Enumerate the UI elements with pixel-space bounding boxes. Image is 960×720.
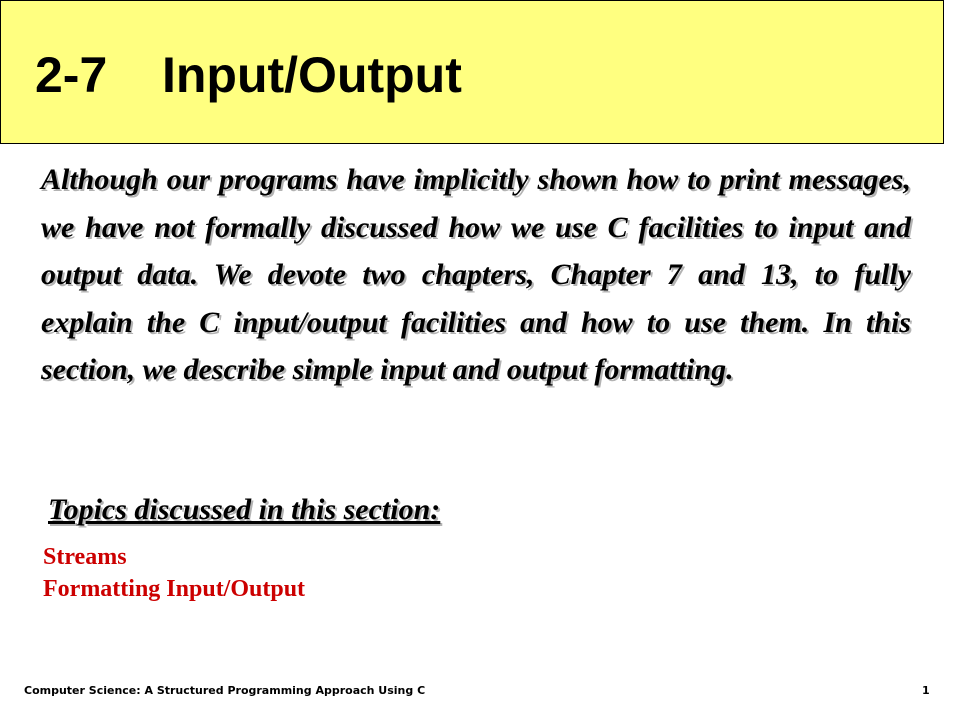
topic-item: Formatting Input/Output — [43, 576, 306, 602]
slide-title — [35, 45, 462, 105]
topic-item: Streams — [43, 544, 127, 570]
title-banner — [0, 0, 944, 144]
topics-list — [43, 541, 305, 605]
footer-page-number: 1 — [922, 684, 930, 697]
body-paragraph: Although our programs have implicitly shown how to print messages, we have not formally discussed how we use C facilities to input and output data. We devote two chapters, Chapter 7 and 13, to fully explain the C input/output facilities and how to use them. In this section, we describe simple input and output formatting. — [41, 163, 911, 386]
footer-book-title: Computer Science: A Structured Programming Approach Using C — [24, 684, 426, 697]
topics-heading: Topics discussed in this section: — [48, 493, 441, 526]
section-title: Input/Output — [162, 47, 462, 103]
section-number: 2-7 — [35, 47, 108, 103]
